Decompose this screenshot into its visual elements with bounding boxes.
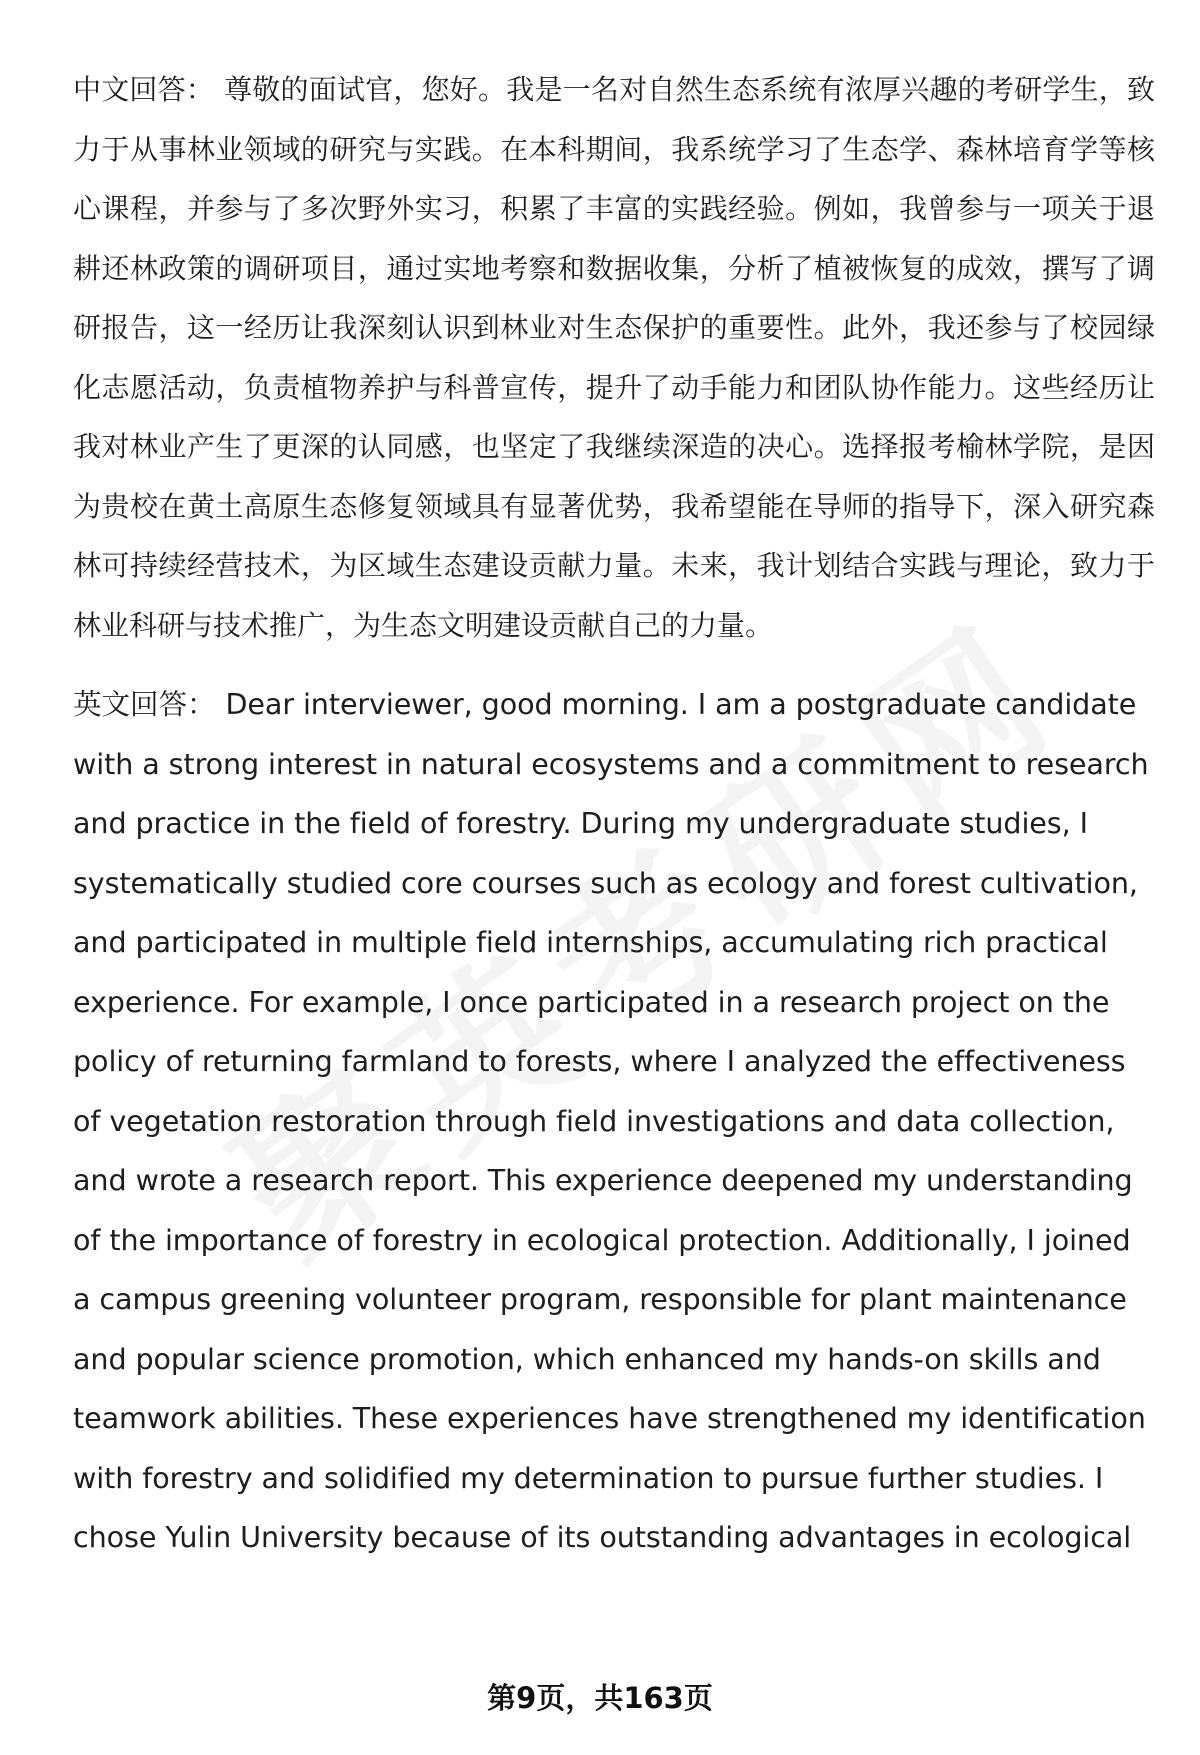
english-answer-text: Dear interviewer, good morning. I am a postgraduate candidate with a strong interest in natural ecosystems and a commitment to research and practice in the field of forestry. During my undergraduate studies, I systematically studied core courses such as ecology and forest cultivation, and participated in multiple field internships, accumulating rich practical experience. For example, I once participated in a research project on the policy of returning farmland to forests, where I analyzed the effectiveness of vegetation restoration through field investigations and data collection, and wrote a research report. This experience deepened my understanding of the importance of forestry in ecological protection. Additionally, I joined a campus greening volunteer program, responsible for plant maintenance and popular science promotion, which enhanced my hands-on skills and teamwork abilities. These experiences have strengthened my identification with forestry and solidified my determination to pursue further studies. I chose Yulin University because of its outstanding advantages in ecological xyxy=(73,687,1149,1554)
page-number-footer: 第9页，共163页 xyxy=(487,1681,713,1715)
document-body xyxy=(73,60,1155,1568)
english-answer-label: 英文回答： xyxy=(73,687,216,721)
english-answer-paragraph xyxy=(73,675,1155,1568)
chinese-answer-label: 中文回答： xyxy=(73,73,215,106)
chinese-answer-text: 尊敬的面试官，您好。我是一名对自然生态系统有浓厚兴趣的考研学生，致力于从事林业领域的研究与实践。在本科期间，我系统学习了生态学、森林培育学等核心课程，并参与了多次野外实习，积累了丰富的实践经验。例如，我曾参与一项关于退耕还林政策的调研项目，通过实地考察和数据收集，分析了植被恢复的成效，撰写了调研报告，这一经历让我深刻认识到林业对生态保护的重要性。此外，我还参与了校园绿化志愿活动，负责植物养护与科普宣传，提升了动手能力和团队协作能力。这些经历让我对林业产生了更深的认同感，也坚定了我继续深造的决心。选择报考榆林学院，是因为贵校在黄土高原生态修复领域具有显著优势，我希望能在导师的指导下，深入研究森林可持续经营技术，为区域生态建设贡献力量。未来，我计划结合实践与理论，致力于林业科研与技术推广，为生态文明建设贡献自己的力量。 xyxy=(73,73,1155,642)
chinese-answer-paragraph xyxy=(73,60,1155,655)
